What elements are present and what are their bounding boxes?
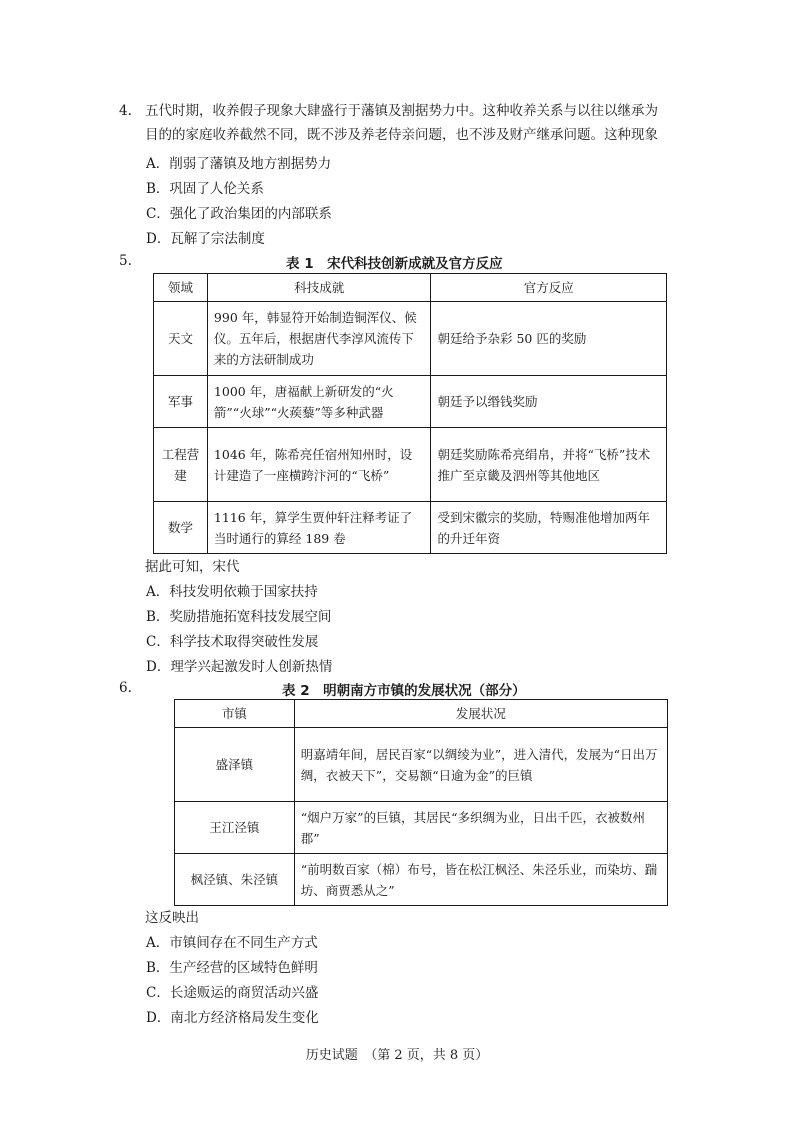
- question-4-number: 4.: [119, 103, 132, 119]
- table-cell-town: 王江泾镇: [175, 802, 295, 854]
- table-cell-town: 枫泾镇、朱泾镇: [175, 854, 295, 906]
- q6-option-b: B．生产经营的区域特色鲜明: [146, 960, 318, 976]
- table-row: [175, 802, 668, 854]
- table-cell-response: 朝廷奖励陈希亮绢帛，并将“飞桥”技术推广至京畿及泗州等其他地区: [431, 428, 667, 502]
- table-1-header-achievement: 科技成就: [207, 274, 431, 302]
- q6-option-c: C．长途贩运的商贸活动兴盛: [146, 985, 319, 1001]
- q5-option-b: B．奖励措施拓宽科技发展空间: [146, 609, 332, 625]
- q5-option-a: A．科技发明依赖于国家扶持: [146, 584, 318, 600]
- question-4-line-2: 目的的家庭收养截然不同，既不涉及养老侍亲问题，也不涉及财产继承问题。这种现象: [145, 127, 658, 143]
- table-1-header-row: [154, 274, 667, 302]
- q4-option-c: C．强化了政治集团的内部联系: [146, 206, 332, 222]
- table-row: [175, 728, 668, 802]
- table-cell-field: 天文: [154, 302, 208, 376]
- table-row: [175, 854, 668, 906]
- table-row: [154, 302, 667, 376]
- question-5-lead: 据此可知，宋代: [145, 559, 240, 575]
- table-cell-achievement: 1046 年，陈希亮任宿州知州时，设计建造了一座横跨汴河的“飞桥”: [207, 428, 431, 502]
- table-cell-town: 盛泽镇: [175, 728, 295, 802]
- q6-option-d: D．南北方经济格局发生变化: [146, 1010, 319, 1026]
- table-1-header-field: 领域: [154, 274, 208, 302]
- table-cell-achievement: 990 年，韩显符开始制造铜浑仪、候仪。五年后，根据唐代李淳风流传下来的方法研制成功: [207, 302, 431, 376]
- table-1: [153, 273, 667, 554]
- table-row: [154, 428, 667, 502]
- table-cell-field: 工程营建: [154, 428, 208, 502]
- table-2-header-town: 市镇: [175, 700, 295, 728]
- q6-option-a: A．市镇间存在不同生产方式: [146, 935, 318, 951]
- question-4-line-1: 五代时期，收养假子现象大肆盛行于藩镇及割据势力中。这种收养关系与以往以继承为: [145, 103, 658, 119]
- table-cell-field: 数学: [154, 502, 208, 554]
- table-cell-status: 明嘉靖年间，居民百家“以绸绫为业”，进入清代，发展为“日出万绸，衣被天下”，交易额“日逾为金”的巨镇: [294, 728, 667, 802]
- table-1-caption: 表 1 宋代科技创新成就及官方反应: [286, 256, 503, 272]
- table-1-header-response: 官方反应: [431, 274, 667, 302]
- table-row: [154, 376, 667, 428]
- q4-option-a: A．削弱了藩镇及地方割据势力: [146, 156, 332, 172]
- question-6-number: 6.: [119, 680, 132, 696]
- table-2: [174, 699, 668, 906]
- table-cell-response: 朝廷给予杂彩 50 匹的奖励: [431, 302, 667, 376]
- question-6-lead: 这反映出: [145, 910, 199, 926]
- table-2-caption: 表 2 明朝南方市镇的发展状况（部分）: [282, 683, 526, 699]
- question-5-number: 5.: [119, 253, 132, 269]
- q5-option-d: D．理学兴起激发时人创新热情: [146, 659, 333, 675]
- page-footer: 历史试题 （第 2 页，共 8 页）: [305, 1048, 489, 1063]
- q4-option-b: B．巩固了人伦关系: [146, 181, 264, 197]
- question-4-stem: [145, 99, 665, 147]
- table-row: [154, 502, 667, 554]
- table-cell-response: 朝廷予以缗钱奖励: [431, 376, 667, 428]
- table-2-header-row: [175, 700, 668, 728]
- table-cell-response: 受到宋徽宗的奖励，特赐准他增加两年的升迁年资: [431, 502, 667, 554]
- table-2-header-status: 发展状况: [294, 700, 667, 728]
- table-cell-achievement: 1000 年，唐福献上新研发的“火箭”“火球”“火蒺藜”等多种武器: [207, 376, 431, 428]
- table-cell-achievement: 1116 年，算学生贾仲轩注释考证了当时通行的算经 189 卷: [207, 502, 431, 554]
- table-cell-status: “前明数百家（棉）布号，皆在松江枫泾、朱泾乐业，而染坊、踹坊、商贾悉从之”: [294, 854, 667, 906]
- table-cell-status: “烟户万家”的巨镇，其居民“多织绸为业，日出千匹，衣被数州郡”: [294, 802, 667, 854]
- q5-option-c: C．科学技术取得突破性发展: [146, 634, 319, 650]
- q4-option-d: D．瓦解了宗法制度: [146, 231, 265, 247]
- table-cell-field: 军事: [154, 376, 208, 428]
